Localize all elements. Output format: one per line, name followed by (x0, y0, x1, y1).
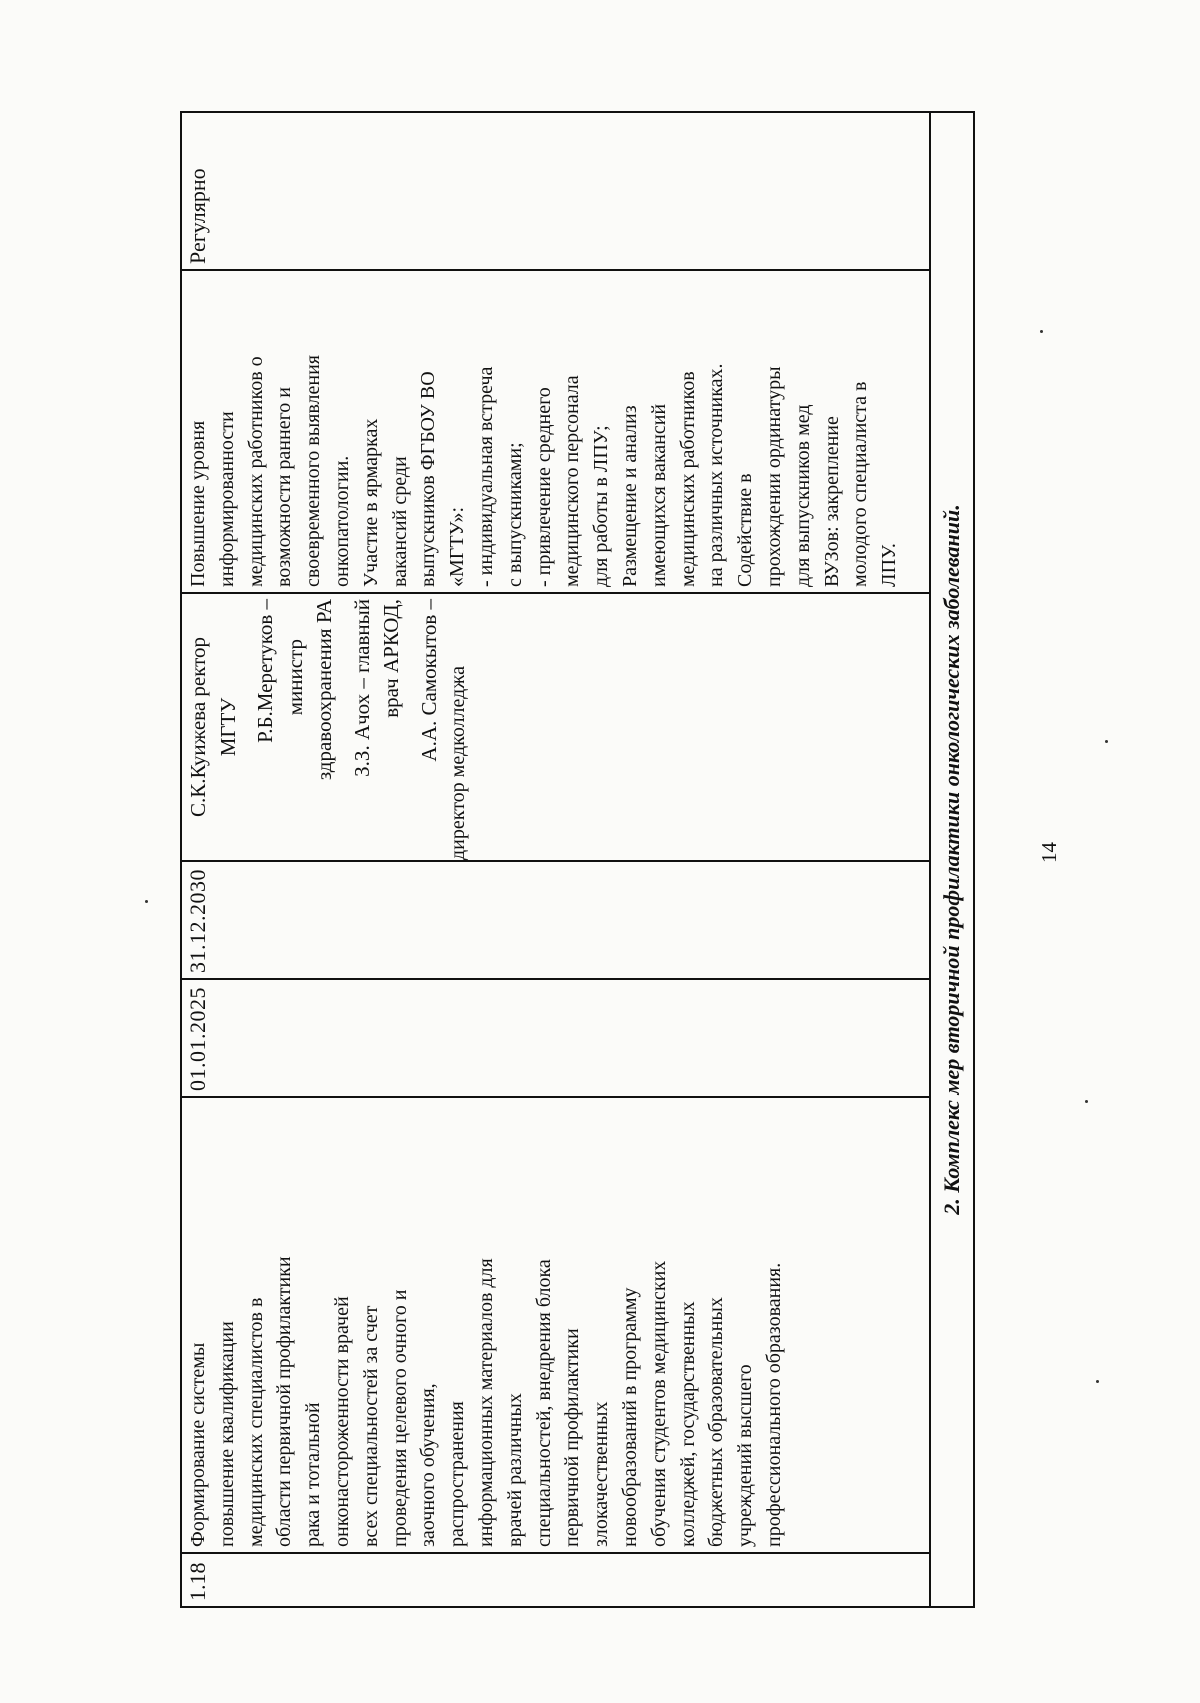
event-text-line: злокачественных (590, 1401, 613, 1547)
responsible-line: врач АРКОД, (379, 599, 403, 718)
page-number: 14 (1037, 842, 1061, 863)
result-text-line: Повышение уровня (187, 420, 209, 587)
event-text-line: информационных материалов для (474, 1258, 497, 1547)
result-text-line: Размещение и анализ (618, 405, 641, 587)
result-text-line: «МГТУ»: (446, 506, 469, 587)
event-text-line: первичной профилактики (561, 1328, 584, 1547)
event-text-line: проведения целевого очного и (388, 1289, 411, 1547)
section-heading: 2. Комплекс мер вторичной профилактики онкологических заболеваний. (930, 112, 974, 1607)
result-text-line: ЛПУ. (878, 543, 901, 587)
responsible-line: директор медколледжа (447, 665, 469, 860)
section-row (930, 112, 974, 1607)
end-date: 31.12.2030 (181, 861, 930, 979)
event-text-line: профессионального образования. (762, 1262, 785, 1547)
event-text-line: области первичной профилактики (273, 1256, 296, 1547)
result-text-line: выпускников ФГБОУ ВО (417, 371, 440, 587)
result-text-line: на различных источниках. (705, 363, 728, 587)
event-text-line: заочного обучения, (417, 1383, 440, 1547)
responsible-line: С.К.Куижева ректор (186, 636, 210, 818)
result-text (184, 276, 904, 587)
result-text-line: молодого специалиста в (849, 381, 872, 587)
frequency: Регулярно (181, 112, 930, 270)
responsible-line: А.А. Самокытов – (416, 599, 441, 762)
result-text-line: для работы в ЛПУ; (590, 425, 613, 587)
responsible-persons (181, 593, 930, 861)
responsible-line: МГТУ (215, 697, 240, 757)
result-text-line: Содействие в (734, 473, 757, 587)
result-text-line: возможности раннего и (273, 387, 296, 587)
event-text-line: новообразований в программу (618, 1287, 641, 1547)
result-text-line: для выпускников мед (791, 404, 814, 587)
result-text-line: ВУЗов: закрепление (820, 416, 843, 587)
result-text-line: медицинских работников (676, 371, 699, 587)
event-text-line: медицинских специалистов в (244, 1297, 267, 1547)
result-text-line: с выпускниками; (503, 442, 526, 587)
result-text-line: медицинских работников о (244, 356, 267, 587)
responsible-line: министр (282, 639, 307, 716)
plan-table (180, 111, 975, 1608)
event-text-line: бюджетных образовательных (705, 1297, 728, 1547)
event-text-line: распространения (446, 1401, 469, 1547)
event-text-line: колледжей, государственных (676, 1301, 699, 1547)
event-text-line: специальностей, внедрения блока (532, 1259, 555, 1547)
event-text-line: всех специальностей за счет (359, 1305, 382, 1547)
event-text-line: повышение квалификации (215, 1321, 238, 1547)
event-text-line: врачей различных (503, 1393, 526, 1547)
result-text-line: Участие в ярмарках (359, 418, 382, 587)
result-text-line: онкопатологии. (330, 455, 353, 587)
event-text (184, 1103, 789, 1547)
table-row (181, 112, 930, 1607)
responsible-line: З.З. Ачох – главный (349, 599, 374, 777)
result-text-line: - индивидуальная встреча (474, 366, 497, 587)
result-text-line: вакансий среди (388, 456, 411, 587)
result-text-line: имеющихся вакансий (647, 403, 670, 587)
expected-result (181, 270, 930, 593)
event-text-line: Формирование системы (187, 1342, 209, 1547)
result-text-line: - привлечение среднего (532, 387, 555, 587)
responsible-line: здравоохранения РА (312, 599, 336, 781)
event-text-line: обучения студентов медицинских (647, 1260, 670, 1547)
row-number: 1.18 (181, 1553, 930, 1607)
event-text-line: онконастороженности врачей (330, 1296, 353, 1547)
result-text-line: своевременного выявления (302, 355, 325, 587)
start-date: 01.01.2025 (181, 979, 930, 1097)
result-text-line: медицинского персонала (561, 375, 584, 587)
result-text-line: прохождении ординатуры (762, 366, 785, 587)
result-text-line: информированности (215, 411, 238, 587)
event-text-line: учреждений высшего (734, 1364, 757, 1547)
event-description (181, 1097, 930, 1553)
event-text-line: рака и тотальной (302, 1402, 325, 1547)
responsible-line: Р.Б.Меретуков – (253, 599, 277, 743)
